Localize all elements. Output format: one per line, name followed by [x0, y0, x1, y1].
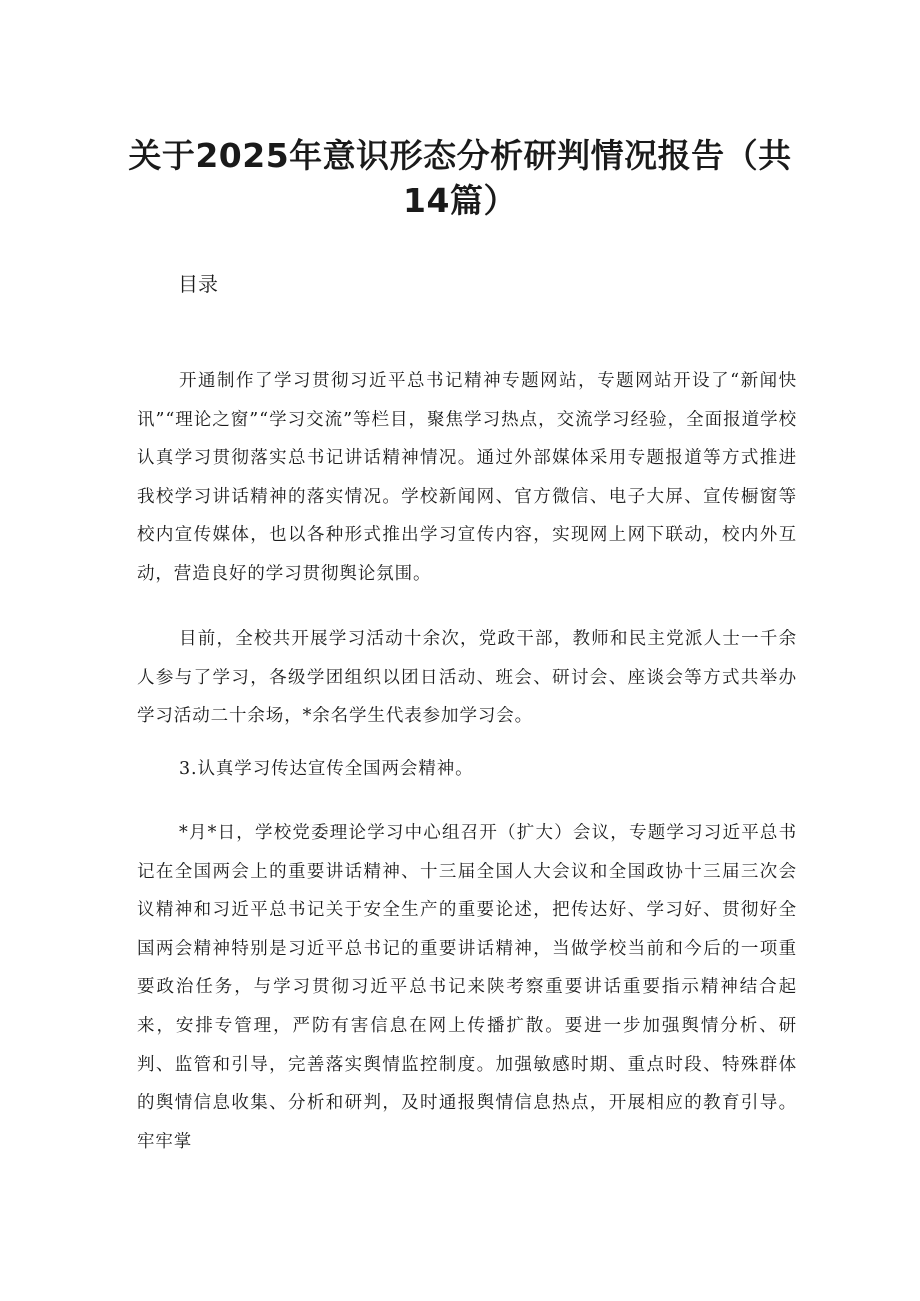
section-heading: 3.认真学习传达宣传全国两会精神。 [179, 759, 474, 779]
body-paragraph: 开通制作了学习贯彻习近平总书记精神专题网站，专题网站开设了“新闻快讯”“理论之窗”“学习交流”等栏目，聚焦学习热点，交流学习经验，全面报道学校认真学习贯彻落实总书记讲话精神情况。通过外部媒体采用专题报道等方式推进我校学习讲话精神的落实情况。学校新闻网、官方微信、电子大屏、宣传橱窗等校内宣传媒体，也以各种形式推出学习宣传内容，实现网上网下联动，校内外互动，营造良好的学习贯彻舆论氛围。 [137, 371, 797, 584]
body-paragraph: *月*日，学校党委理论学习中心组召开（扩大）会议，专题学习习近平总书记在全国两会上的重要讲话精神、十三届全国人大会议和全国政协十三届三次会议精神和习近平总书记关于安全生产的重要论述，把传达好、学习好、贯彻好全国两会精神特别是习近平总书记的重要讲话精神，当做学校当前和今后的一项重要政治任务，与学习贯彻习近平总书记来陕考察重要讲话重要指示精神结合起来，安排专管理，严防有害信息在网上传播扩散。要进一步加强舆情分析、研判、监管和引导，完善落实舆情监控制度。加强敏感时期、重点时段、特殊群体的舆情信息收集、分析和研判，及时通报舆情信息热点，开展相应的教育引导。牢牢掌 [137, 823, 797, 1152]
body-paragraph: 目前，全校共开展学习活动十余次，党政干部，教师和民主党派人士一千余人参与了学习，各级学团组织以团日活动、班会、研讨会、座谈会等方式共举办学习活动二十余场，*余名学生代表参加学习会。 [137, 629, 797, 727]
table-of-contents-heading: 目录 [178, 272, 218, 296]
document-title: 关于2025年意识形态分析研判情况报告（共14篇） [128, 136, 792, 220]
